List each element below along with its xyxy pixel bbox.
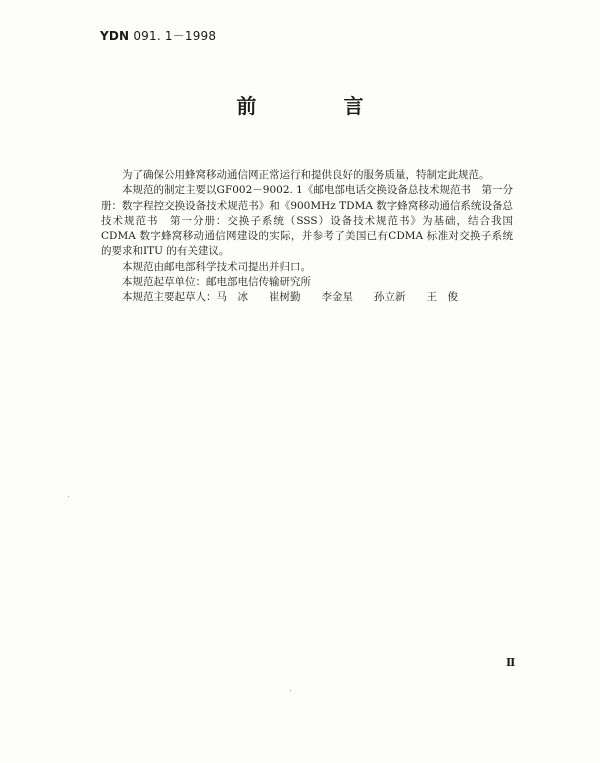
- scan-speck: [290, 690, 291, 691]
- standard-prefix: YDN: [100, 29, 130, 43]
- paragraph-purpose: 为了确保公用蜂窝移动通信网正常运行和提供良好的服务质量，特制定此规范。: [122, 169, 490, 181]
- scan-speck: [68, 496, 69, 497]
- standard-code: [100, 27, 216, 44]
- page-title: 前 言: [236, 94, 404, 118]
- paragraph-drafting-unit: 本规范起草单位：邮电部电信传输研究所: [122, 276, 311, 289]
- paragraph-proposer: 本规范由邮电部科学技术司提出并归口。: [122, 260, 311, 273]
- paragraph-drafters: 本规范主要起草人：马 冰 崔树勤 李金星 孙立新 王 俊: [122, 291, 458, 304]
- foreword-body: [101, 168, 513, 306]
- standard-number: 091. 1－1998: [133, 29, 217, 43]
- page-number: Ⅱ: [506, 656, 516, 669]
- paragraph-basis: 本规范的制定主要以GF002－9002. 1《邮电部电话交换设备总技术规范书 第一分册：数字程控交换设备技术规范书》和《900MHz TDMA 数字蜂窝移动通信系统设备总技术规范书 第一分册：交换子系统（SSS）设备技术规范书》为基础，结合我国CDMA 数字蜂窝移动通信网建设的实际，并参考了美国已有CDMA 标准对交换子系统的要求和ITU 的有关建议。: [101, 184, 513, 258]
